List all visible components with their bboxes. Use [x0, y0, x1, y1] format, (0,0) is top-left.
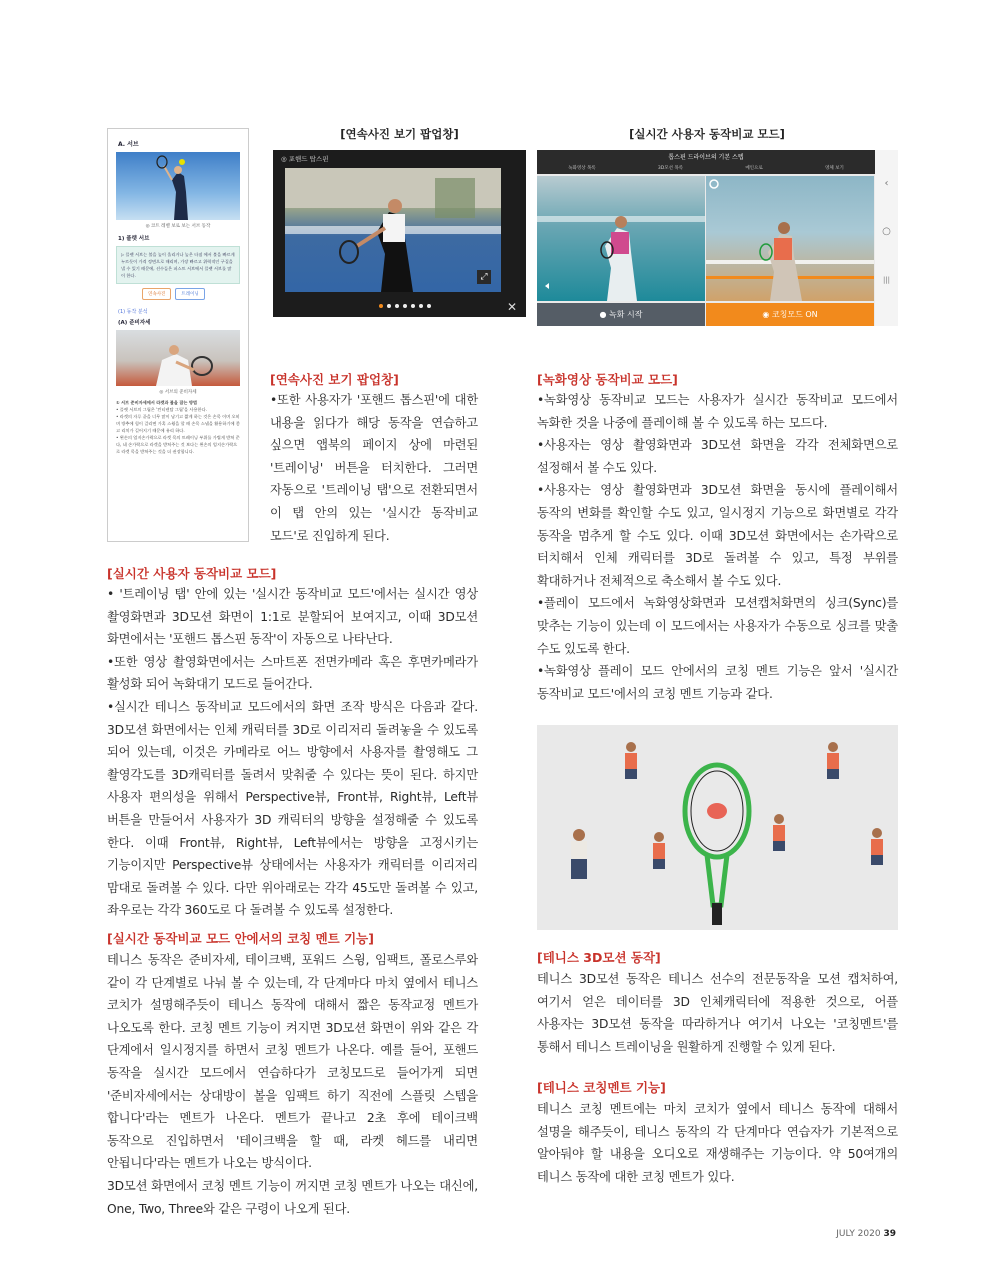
- paragraph: •사용자는 영상 촬영화면과 3D모션 화면을 각각 전체화면으로 설정해서 볼 수도 있다.: [537, 438, 898, 475]
- section-title-record: [녹화영상 동작비교 모드]: [537, 372, 678, 387]
- section-body-motion: [537, 968, 898, 1058]
- 3d-motion-figure: [537, 725, 898, 930]
- expand-icon[interactable]: ⤢: [477, 270, 491, 284]
- list-item: ① 서브 준비자세에서 라켓과 볼을 잡는 방법: [116, 400, 198, 405]
- section-title-realtime: [실시간 사용자 동작비교 모드]: [107, 566, 277, 581]
- close-icon[interactable]: ✕: [507, 300, 518, 314]
- list-item: • 라켓의 자루 끝을 너무 많이 남기고 짧게 하는 것은 손목 이며 오히며 방추에 힘이 걸리면 가혹 스윙을 할 때 손목 스냅을 활용하기에 좋고 리치가 길어지기 때문에 유리 하다.: [116, 414, 240, 433]
- page-number: 39: [883, 1229, 896, 1239]
- section-title-coaching: [실시간 동작비교 모드 안에서의 코칭 멘트 기능]: [107, 931, 374, 946]
- paragraph: •또한 영상 촬영화면에서는 스마트폰 전면카메라 혹은 후면카메라가 활성화 되어 녹화대기 모드로 들어간다.: [107, 654, 478, 692]
- flat-serve-title: 1) 플랫 서브: [118, 236, 150, 242]
- paragraph: 테니스 동작은 준비자세, 테이크백, 포워드 스윙, 임팩트, 폴로스루와 같이 각 단계별로 나눠 볼 수 있는데, 각 단계마다 마치 옆에서 테니스 코치가 설명해주듯이 테니스 동작에 대해서 짧은 동작교정 멘트가 나오도록 한다. 코칭 멘트 기능이 켜지면 3D모션 화면이 위와 같은 각 단계에서 일시정지를 하면서 코칭 멘트가 나온다. 예를 들어, 포핸드 동작을 실시간 모드에서 연습하다가 코칭모드로 들어가게 되면 '준비자세에서는 상대방이 볼을 임팩트 하기 직전에 스플릿 스텝을 합니다'라는 멘트가 나온다. 멘트가 끝나고 2초 후에 테이크백 동작으로 진입하면서 '테이크백을 할 때, 라켓 헤드를 내리면 안됩니다'라는 멘트가 나오는 방식이다.: [107, 953, 478, 1171]
- paragraph: •플레이 모드에서 녹화영상화면과 모션캡처화면의 싱크(Sync)를 맞추는 기능이 있는데 이 모드에서는 사용자가 수동으로 싱크를 맞출 수도 있도록 한다.: [537, 596, 898, 656]
- section-body-record: [537, 389, 898, 705]
- coach-icon: ◉: [762, 310, 772, 319]
- home-icon[interactable]: ○: [882, 226, 891, 237]
- section-body-realtime: [107, 583, 478, 922]
- paragraph: 테니스 3D모션 동작은 테니스 선수의 전문동작을 모션 캡처하여, 여기서 얻은 데이터를 3D 인체캐릭터에 적용한 것으로, 어플 사용자는 3D모션 동작을 따라하거나 여기서 나오는 '코칭멘트'를 통해서 테니스 트레이닝을 원활하게 진행할 수 있게 된다.: [537, 972, 898, 1054]
- ready-player-illustration: [116, 330, 240, 386]
- ready-stance-caption: ◎ 서브의 준비자세: [159, 390, 197, 395]
- page-footer: [836, 1229, 896, 1239]
- android-nav-bar: [875, 150, 898, 326]
- serve-photo: [116, 152, 240, 220]
- photo-sequence-popup: [273, 150, 526, 317]
- issue-date: JULY 2020: [836, 1229, 881, 1239]
- record-start-button[interactable]: [537, 303, 705, 326]
- paragraph: • '트레이닝 탭' 안에 있는 '실시간 동작비교 모드'에서는 실시간 영상 촬영화면과 3D모션 화면이 1:1로 분할되어 보여지고, 이때 3D모션 화면에서는 '포핸드 톱스핀 동작'이 자동으로 나타난다.: [107, 587, 478, 647]
- section-title-coach: [테니스 코칭멘트 기능]: [537, 1080, 666, 1095]
- paragraph: 3D모션 화면에서 코칭 멘트 기능이 꺼지면 코칭 멘트가 나오는 대신에, One, Two, Three와 같은 구령이 나오게 된다.: [107, 1178, 478, 1216]
- coach-mode-button[interactable]: [706, 303, 874, 326]
- phone-section-title: A. 서브: [118, 141, 139, 148]
- live-player-illustration: [537, 176, 705, 301]
- section-body-popup: [270, 389, 478, 547]
- forehand-player-illustration: [285, 168, 501, 292]
- record-start-label: 녹화 시작: [609, 310, 643, 319]
- live-video-view[interactable]: [537, 176, 705, 301]
- paragraph: 테니스 코칭 멘트에는 마치 코치가 옆에서 테니스 동작에 대해서 설명을 해주듯이, 테니스 동작의 각 단계마다 연습자가 기본적으로 알아둬야 할 내용을 오디오로 재생해주는 기능이다. 약 50여개의 테니스 동작에 대한 코칭 멘트가 있다.: [537, 1102, 898, 1184]
- list-item: • 플랫 서브의 그립은 '컨티넨탈 그립'을 사용한다.: [116, 407, 207, 412]
- coach-mode-label: 코칭모드 ON: [771, 310, 818, 319]
- photo-sequence-button[interactable]: 연속사진: [142, 288, 171, 300]
- popup-caption: [연속사진 보기 팝업창]: [340, 127, 459, 141]
- tab-full-view[interactable]: 영체 보기: [824, 166, 844, 171]
- paragraph: •사용자는 영상 촬영화면과 3D모션 화면을 동시에 플레이해서 동작의 변화를 확인할 수도 있고, 일시정지 기능으로 화면별로 각각 동작을 멈추게 할 수도 있다. 이때 3D모션 화면에서는 손가락으로 터치해서 인체 캐릭터를 3D로 돌려볼 수 있고, 특정 부위를 확대하거나 전체적으로 축소해서 볼 수도 있다.: [537, 483, 898, 588]
- section-title-popup: [연속사진 보기 팝업창]: [270, 372, 399, 387]
- paragraph: •녹화영상 플레이 모드 안에서의 코칭 멘트 기능은 앞서 '실시간 동작비교 모드'에서의 코칭 멘트 기능과 같다.: [537, 664, 898, 701]
- ready-stance-list: [116, 399, 240, 455]
- paragraph: •녹화영상 동작비교 모드는 사용자가 실시간 동작비교 모드에서 녹화한 것을 나중에 플레이해 볼 수 있도록 하는 모드다.: [537, 393, 898, 430]
- flat-serve-desc: ▷ 플랫 서브는 볼을 높이 올리거나 높은 타점 에서 볼을 빠르게 누르듯이 가격 정면으로 때리며, 가장 빠르고 위력적인 구질을 낼 수 있기 때문에, 선수들은 퍼스트 서브에서 플랫 서브를 많이 한다.: [116, 246, 240, 284]
- tab-record-list[interactable]: 녹화영상 목록: [568, 166, 596, 171]
- compare-header-title: 톱스핀 드라이브의 기본 스텝: [668, 154, 744, 161]
- paragraph: •실시간 테니스 동작비교 모드에서의 화면 조작 방식은 다음과 같다. 3D모션 화면에서는 인체 캐릭터를 3D로 이리저리 돌려놓을 수 있도록 되어 있는데, 이것은 카메라로 어느 방향에서 사용자를 촬영해도 그 촬영각도를 3D캐릭터를 돌려서 맞춰줄 수 있다는 뜻이 된다. 하지만 사용자 편의성을 위해서 Perspective뷰, Front뷰, Right뷰, Left뷰 버튼을 만들어서 사용자가 3D 캐릭터의 방향을 설정해줄 수 있도록 한다. 이때 Front뷰, Right뷰, Left뷰에서는 방향을 고정시키는 기능이지만 Perspective뷰 상태에서는 사용자가 캐릭터를 이리저리 맘대로 돌려볼 수 있다. 다만 위아래로는 각각 45도만 돌려볼 수 있고, 좌우로는 각각 360도로 다 돌려볼 수 있도록 설정한다.: [107, 699, 478, 918]
- serve-player-illustration: [116, 152, 240, 220]
- paragraph: •또한 사용자가 '포핸드 톱스핀'에 대한 내용을 읽다가 해당 동작을 연습하고 싶으면 앱북의 페이지 상에 마련된 '트레이닝' 버튼을 터치한다. 그러면 자동으로 '트레이닝 탭'으로 전환되면서 이 탭 안의 있는 '실시간 동작비교 모드'로 진입하게 된다.: [270, 393, 478, 543]
- ready-stance-photo: [116, 330, 240, 386]
- 3d-motion-view[interactable]: [706, 176, 874, 301]
- compare-mode-screen: [537, 150, 898, 326]
- tab-3d-list[interactable]: 3D모션 목록: [657, 166, 684, 171]
- page-dots[interactable]: [379, 304, 431, 308]
- tab-main[interactable]: 메인으로: [745, 166, 763, 171]
- video-camera-icon: ●: [599, 310, 610, 319]
- section-body-coach: [537, 1098, 898, 1188]
- forehand-photo: [285, 168, 501, 292]
- appbook-phone-screen: [107, 128, 249, 542]
- serve-photo-caption: ◎ 코트 레벨 보로 보는 서브 동작: [145, 224, 211, 229]
- section-title-motion: [테니스 3D모션 동작]: [537, 950, 661, 965]
- 3d-character-illustration: [706, 176, 874, 301]
- training-button[interactable]: 트레이닝: [175, 288, 204, 300]
- 3d-characters-and-racket-illustration: [537, 725, 898, 930]
- ready-stance-title: (A) 준비자세: [118, 320, 151, 326]
- recent-apps-icon[interactable]: |||: [882, 276, 891, 284]
- popup-title: ◎ 포핸드 탑스핀: [281, 155, 329, 163]
- list-item: • 왼손의 엄지손가락으로 라켓 목의 트레이닝 부위를 가볍게 받쳐 준다, 네 손가락으로 라켓을 받쳐주는 것 보다는 왼손의 엄지손가락으로 라켓 목을 받쳐주는 것을 더 권장합니다.: [116, 435, 240, 454]
- motion-analysis-link[interactable]: (1) 동작 분석: [118, 309, 148, 315]
- compare-caption: [실시간 사용자 동작비교 모드]: [629, 127, 785, 141]
- compare-header-bar: [537, 150, 898, 174]
- back-icon[interactable]: ‹: [884, 178, 889, 189]
- section-body-coaching: [107, 949, 478, 1220]
